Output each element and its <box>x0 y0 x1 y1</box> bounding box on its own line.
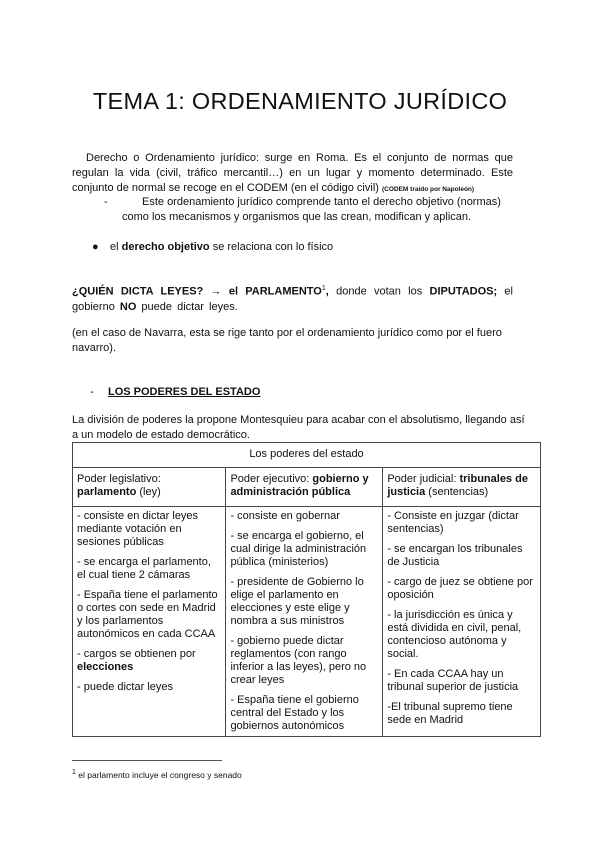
footnote <box>72 765 472 783</box>
list-item: - se encarga el parlamento, el cual tiene 2 cámaras <box>77 556 211 581</box>
list-item <box>77 648 221 674</box>
list-item: - España tiene el parlamento o cortes con sede en Madrid y los parlamentos autonómicos en cada CCAA <box>77 589 218 640</box>
footnote-text: el parlamento incluye el congreso y senado <box>75 769 242 780</box>
bullet-item <box>92 240 512 255</box>
bullet-icon: ● <box>92 241 99 253</box>
list-item: - se encarga el gobierno, el cual dirige la administración pública (ministerios) <box>230 530 367 568</box>
header-legislativo <box>73 468 226 507</box>
intro-small-note: (CODEM traído por Napoleón) <box>381 186 475 193</box>
cell-judicial <box>383 507 541 737</box>
list-item: - gobierno puede dictar reglamentos (con rango inferior a las leyes), pero no crear leyes <box>230 635 367 686</box>
list-item: - consiste en dictar leyes mediante votación en sesiones públicas <box>77 510 199 548</box>
header-legislativo-post: (ley) <box>136 486 161 498</box>
header-judicial-pre: Poder judicial: <box>387 473 460 485</box>
intro-paragraph <box>72 151 513 197</box>
page-title: TEMA 1: ORDENAMIENTO JURÍDICO <box>92 88 508 114</box>
list-item: -El tribunal supremo tiene sede en Madrid <box>387 701 513 726</box>
table-caption-row <box>73 443 541 468</box>
header-judicial-bold: tribunales de justicia <box>387 473 528 498</box>
table-caption: Los poderes del estado <box>73 443 541 468</box>
list-item-bold: elecciones <box>77 661 134 673</box>
cell-ejecutivo <box>226 507 383 737</box>
table-header-row <box>73 468 541 507</box>
list-item: - se encargan los tribunales de Justicia <box>387 543 523 568</box>
footnote-number: 1 <box>72 769 76 776</box>
header-legislativo-pre: Poder legislativo: <box>77 473 161 485</box>
quien-no: NO <box>119 300 137 313</box>
list-item-pre: - cargos se obtienen por <box>77 648 196 660</box>
header-ejecutivo-pre: Poder ejecutivo: <box>230 473 313 485</box>
table-body-row <box>73 507 541 737</box>
header-ejecutivo <box>226 468 383 507</box>
navarra-paragraph: (en el caso de Navarra, esta se rige tanto por el ordenamiento jurídico como por el fuero navarro). <box>72 327 502 354</box>
dash-marker: - <box>104 196 108 208</box>
dash-list-item <box>104 195 516 225</box>
header-ejecutivo-bold: gobierno y administración pública <box>230 473 369 498</box>
list-item: - España tiene el gobierno central del Estado y los gobiernos autonómicos <box>230 694 359 732</box>
quien-end: puede dictar leyes. <box>136 300 238 313</box>
bullet-post: se relaciona con lo físico <box>209 241 334 253</box>
footnote-ref: 1 <box>321 285 326 292</box>
footnote-divider <box>72 760 222 761</box>
list-item: - consiste en gobernar <box>230 510 340 522</box>
division-paragraph: La división de poderes la propone Montesquieu para acabar con el absolutismo, llegando así a un modelo de estado democrático. <box>72 414 525 441</box>
quien-question: ¿QUIÉN DICTA LEYES? → el PARLAMENTO <box>72 285 322 298</box>
bullet-bold: derecho objetivo <box>121 241 210 253</box>
quien-dicta-paragraph <box>72 281 513 315</box>
list-item: - cargo de juez se obtiene por oposición <box>387 576 533 601</box>
cell-legislativo <box>73 507 226 737</box>
header-judicial <box>383 468 541 507</box>
list-item: - En cada CCAA hay un tribunal superior de justicia <box>387 668 519 693</box>
header-judicial-post: (sentencias) <box>425 486 489 498</box>
quien-diputados: DIPUTADOS; <box>429 285 498 298</box>
bullet-pre: el <box>110 241 122 253</box>
section-dash-marker: - <box>90 386 94 398</box>
quien-comma: , <box>325 285 329 298</box>
section-heading <box>90 385 390 400</box>
section-heading-text: LOS PODERES DEL ESTADO <box>108 386 261 398</box>
quien-mid: donde votan los <box>328 285 430 298</box>
list-item: - la jurisdicción es única y está dividida en civil, penal, contencioso autónoma y social. <box>387 609 522 660</box>
intro-text: Derecho o Ordenamiento jurídico: surge en Roma. Es el conjunto de normas que regulan la vida (civil, tráfico mercantil…) en un lugar y momento determinado. Este conjunto de normal se recoge en el CODEM (en el código civil) <box>72 152 513 194</box>
quien-mid2: el gobierno <box>72 285 513 313</box>
list-item: - presidente de Gobierno lo elige el parlamento en elecciones y este elige y nombra a sus ministros <box>230 576 364 627</box>
poderes-table <box>72 442 541 737</box>
dash-item-text: Este ordenamiento jurídico comprende tanto el derecho objetivo (normas) como los mecanismos y organismos que las crean, modifican y aplican. <box>122 196 501 223</box>
list-item: - puede dictar leyes <box>77 681 173 693</box>
list-item: - Consiste en juzgar (dictar sentencias) <box>387 510 519 535</box>
header-legislativo-bold: parlamento <box>77 486 137 498</box>
